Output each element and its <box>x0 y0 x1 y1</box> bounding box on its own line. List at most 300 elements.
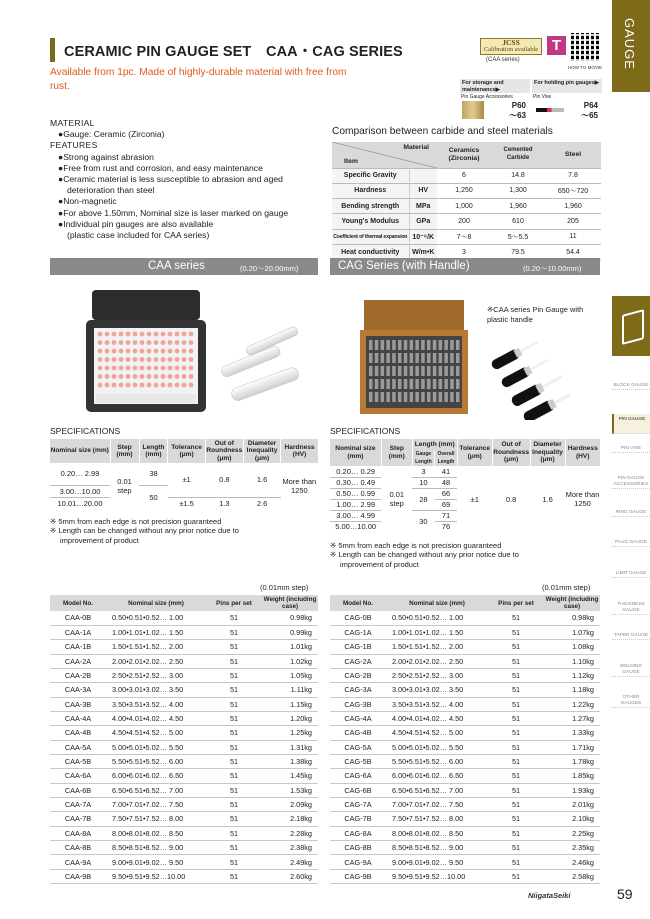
model-row <box>330 740 600 754</box>
spec-gauge: 3 <box>412 466 435 477</box>
intro-text: Available from 1pc. Made of highly-durable material with free from rust. <box>50 67 347 92</box>
spec-inequality: 1.6 <box>542 494 553 504</box>
spec-tolerance: ±1.5 <box>179 498 194 508</box>
cag-section-title: CAG Series (with Handle) <box>338 260 470 272</box>
model-weight: 1.11kg <box>262 683 318 697</box>
model-size: 6.50•6.51•6.52… 7.00 <box>106 783 206 797</box>
feature-item: ●Ceramic material is less susceptible to abrasion and aged <box>58 174 283 185</box>
model-no: CAG-7B <box>330 812 386 826</box>
model-row <box>50 683 318 697</box>
model-row <box>50 640 318 654</box>
model-row <box>50 740 318 754</box>
comparison-ceramics: 1,000 <box>437 199 491 214</box>
model-row <box>330 754 600 768</box>
model-size: 7.00•7.01•7.02… 7.50 <box>386 797 488 811</box>
model-size: 3.50•3.51•3.52… 4.00 <box>106 697 206 711</box>
caa-model-table <box>50 595 318 884</box>
model-size: 9.50•9.51•9.52…10.00 <box>386 869 488 883</box>
model-weight: 2.25kg <box>544 826 600 840</box>
holding-link[interactable] <box>532 79 602 121</box>
side-tab-gauge[interactable] <box>612 0 650 92</box>
model-row <box>50 611 318 625</box>
model-no: CAA-0B <box>50 611 106 625</box>
sidenav-plug-gauge[interactable]: PLUG GAUGE <box>612 540 650 547</box>
model-weight: 1.02kg <box>262 654 318 668</box>
storage-sub: Pin Gauge Accessories <box>461 94 513 100</box>
holding-page-start: P64 <box>583 101 598 110</box>
model-no: CAG-9A <box>330 855 386 869</box>
spec-roundness: 0.8 <box>205 463 243 497</box>
sidenav-block-gauge[interactable]: BLOCK GAUGE <box>613 383 649 388</box>
model-no: CAA-9B <box>50 869 106 883</box>
model-no: CAG-4B <box>330 726 386 740</box>
model-pins: 51 <box>206 611 262 625</box>
sidenav-taper-gauge[interactable]: TAPER GAUGE <box>613 633 649 638</box>
spec-overall: 66 <box>435 488 458 499</box>
comparison-unit: GPa <box>409 214 437 229</box>
model-row <box>330 812 600 826</box>
model-weight: 1.45kg <box>262 769 318 783</box>
caa-section-bar <box>50 258 318 275</box>
comparison-table <box>332 142 601 260</box>
jcss-line1: JCSS <box>502 38 520 47</box>
model-pins: 51 <box>206 769 262 783</box>
model-pins: 51 <box>206 797 262 811</box>
model-row <box>50 697 318 711</box>
model-pins: 51 <box>488 783 544 797</box>
model-size: 9.00•9.01•9.02… 9.50 <box>386 855 488 869</box>
comparison-unit: W/m•K <box>409 244 437 259</box>
model-pins: 51 <box>206 754 262 768</box>
model-row <box>330 826 600 840</box>
model-size: 8.00•8.01•8.02… 8.50 <box>106 826 206 840</box>
note: ※ 5mm from each edge is not precision guaranteed <box>330 541 502 550</box>
model-pins: 51 <box>488 726 544 740</box>
storage-head: For storage and maintenance▶ <box>460 79 530 93</box>
comparison-carbide: 610 <box>491 214 545 229</box>
model-size: 7.50•7.51•7.52… 8.00 <box>106 812 206 826</box>
model-row <box>330 654 600 668</box>
header-ceramics-l1: Ceramics <box>448 147 480 155</box>
model-weight: 2.38kg <box>262 841 318 855</box>
spec-h-step: Step (mm) <box>381 439 412 466</box>
model-row <box>50 812 318 826</box>
model-row <box>50 726 318 740</box>
model-weight: 2.46kg <box>544 855 600 869</box>
model-pins: 51 <box>488 611 544 625</box>
model-size: 3.00•3.01•3.02… 3.50 <box>106 683 206 697</box>
header-carbide-l1: Cemented <box>503 147 533 154</box>
model-pins: 51 <box>488 855 544 869</box>
spec-size: 0.30… 0.49 <box>330 477 381 488</box>
model-weight: 1.78kg <box>544 754 600 768</box>
model-size: 2.00•2.01•2.02… 2.50 <box>386 654 488 668</box>
model-row <box>330 841 600 855</box>
spec-h-length: Length (mm) <box>412 439 457 451</box>
model-row <box>50 769 318 783</box>
model-size: 4.00•4.01•4.02… 4.50 <box>386 711 488 725</box>
spec-h-inequality: Diameter Inequality (μm) <box>530 439 565 466</box>
model-weight: 2.10kg <box>544 812 600 826</box>
model-no: CAG-0B <box>330 611 386 625</box>
model-row <box>50 754 318 768</box>
model-row <box>50 625 318 639</box>
model-pins: 51 <box>206 740 262 754</box>
model-no: CAA-8A <box>50 826 106 840</box>
model-row <box>50 797 318 811</box>
storage-page <box>509 101 526 121</box>
cag-model-table <box>330 595 600 884</box>
holding-sub: Pin Vise <box>533 94 552 100</box>
model-weight: 1.20kg <box>262 711 318 725</box>
model-no: CAG-6A <box>330 769 386 783</box>
comparison-corner-header <box>332 142 437 168</box>
model-pins: 51 <box>206 855 262 869</box>
comparison-ceramics: 200 <box>437 214 491 229</box>
model-row <box>330 855 600 869</box>
comparison-carbide: 1,300 <box>491 183 545 198</box>
feature-item: ●Individual pin gauges are also available <box>58 218 214 229</box>
model-pins: 51 <box>206 711 262 725</box>
model-h-pins: Pins per set <box>488 595 544 611</box>
spec-step: 0.01 step <box>117 477 132 495</box>
feature-item: ●Non-magnetic <box>58 196 117 207</box>
caa-notes <box>50 517 320 545</box>
spec-overall: 76 <box>441 522 451 532</box>
model-no: CAG-2B <box>330 668 386 682</box>
model-no: CAA-4B <box>50 726 106 740</box>
model-pins: 51 <box>488 841 544 855</box>
spec-h-overall-length: Overall Length <box>435 451 458 466</box>
model-pins: 51 <box>488 740 544 754</box>
model-weight: 1.10kg <box>544 654 600 668</box>
comparison-item: Young's Modulus <box>332 214 409 229</box>
model-row <box>50 869 318 883</box>
model-size: 6.00•6.01•6.02… 6.50 <box>386 769 488 783</box>
spec-overall: 48 <box>435 477 458 488</box>
model-weight: 2.60kg <box>262 869 318 883</box>
storage-link[interactable] <box>460 79 530 121</box>
model-weight: 1.22kg <box>544 697 600 711</box>
model-size: 1.00•1.01•1.02… 1.50 <box>386 625 488 639</box>
caa-section-range: (0.20～20.00mm) <box>240 264 299 273</box>
model-row <box>50 855 318 869</box>
caa-spec-table <box>50 439 318 509</box>
spec-h-tolerance: Tolerance (μm) <box>168 439 205 463</box>
header-material: Material <box>403 144 429 151</box>
comparison-unit <box>409 168 437 183</box>
storage-page-start: P60 <box>511 101 526 110</box>
model-pins: 51 <box>488 869 544 883</box>
comparison-row <box>332 214 601 229</box>
caa-spec-label: SPECIFICATIONS <box>50 426 121 436</box>
model-size: 7.50•7.51•7.52… 8.00 <box>386 812 488 826</box>
model-no: CAA-1A <box>50 625 106 639</box>
model-pins: 51 <box>206 697 262 711</box>
sidenav-welding-gauge[interactable]: WELDING GAUGE <box>612 664 650 677</box>
features-block <box>50 118 340 241</box>
note: ※ Length can be changed without any prior notice due to <box>330 550 519 560</box>
storage-page-end: ～63 <box>509 111 526 120</box>
model-no: CAA-1B <box>50 640 106 654</box>
holding-page <box>581 101 598 121</box>
model-row <box>330 640 600 654</box>
page-title <box>50 38 403 66</box>
model-no: CAA-3A <box>50 683 106 697</box>
model-no: CAG-1A <box>330 625 386 639</box>
model-size: 4.00•4.01•4.02… 4.50 <box>106 711 206 725</box>
model-size: 8.50•8.51•8.52… 9.00 <box>386 841 488 855</box>
accessory-thumbnail <box>462 101 484 119</box>
feature-item: ●Strong against abrasion <box>58 151 154 162</box>
jcss-badge <box>480 38 542 55</box>
model-pins: 51 <box>206 726 262 740</box>
note: ※ 5mm from each edge is not precision guaranteed <box>50 517 222 526</box>
caa-product-photo <box>80 290 320 420</box>
model-row <box>330 769 600 783</box>
model-no: CAA-7B <box>50 812 106 826</box>
comparison-row <box>332 199 601 214</box>
model-pins: 51 <box>206 826 262 840</box>
model-pins: 51 <box>206 654 262 668</box>
model-row <box>330 783 600 797</box>
model-no: CAG-1B <box>330 640 386 654</box>
model-row <box>330 869 600 883</box>
model-size: 2.50•2.51•2.52… 3.00 <box>386 668 488 682</box>
model-size: 0.50•0.51•0.52… 1.00 <box>106 611 206 625</box>
model-pins: 51 <box>206 812 262 826</box>
model-pins: 51 <box>488 640 544 654</box>
spec-h-hardness: Hardness (HV) <box>565 439 600 466</box>
model-no: CAG-8A <box>330 826 386 840</box>
model-no: CAA-3B <box>50 697 106 711</box>
model-pins: 51 <box>206 841 262 855</box>
model-size: 1.50•1.51•1.52… 2.00 <box>386 640 488 654</box>
spec-size: 5.00…10.00 <box>335 522 377 532</box>
model-size: 2.00•2.01•2.02… 2.50 <box>106 654 206 668</box>
comparison-carbide: 5～5.5 <box>491 229 545 244</box>
jcss-line2: Calibration available <box>483 46 539 53</box>
model-weight: 1.15kg <box>262 697 318 711</box>
model-no: CAG-4A <box>330 711 386 725</box>
model-row <box>330 668 600 682</box>
spec-length: 50 <box>149 492 158 502</box>
model-pins: 51 <box>206 640 262 654</box>
model-pins: 51 <box>206 668 262 682</box>
model-weight: 0.98kg <box>544 611 600 625</box>
model-pins: 51 <box>488 711 544 725</box>
spec-length: 38 <box>139 463 168 485</box>
holding-head: For holding pin gauges▶ <box>532 79 602 93</box>
spec-size: 0.50… 0.99 <box>330 488 381 499</box>
comparison-carbide: 79.5 <box>491 244 545 259</box>
model-size: 8.00•8.01•8.02… 8.50 <box>386 826 488 840</box>
cag-notes <box>330 541 600 569</box>
comparison-item: Heat conductivity <box>332 244 409 259</box>
spec-h-roundness: Out of Roundness (μm) <box>206 439 243 462</box>
sidenav-thickness-gauge[interactable]: THICKNESS GAUGE <box>612 602 650 615</box>
model-no: CAG-5A <box>330 740 386 754</box>
model-pins: 51 <box>206 625 262 639</box>
sidenav-limit-gauge[interactable]: LIMIT GAUGE <box>612 571 650 578</box>
feature-item-cont: (plastic case included for CAA series) <box>67 230 210 241</box>
model-no: CAA-7A <box>50 797 106 811</box>
comparison-item: Coefficient of thermal expansion <box>332 229 409 244</box>
feature-item: ●Free from rust and corrosion, and easy maintenance <box>58 162 263 173</box>
model-size: 3.00•3.01•3.02… 3.50 <box>386 683 488 697</box>
model-size: 1.00•1.01•1.02… 1.50 <box>106 625 206 639</box>
model-weight: 1.31kg <box>262 740 318 754</box>
model-weight: 1.38kg <box>262 754 318 768</box>
page-number: 59 <box>617 886 633 902</box>
model-pins: 51 <box>206 869 262 883</box>
feature-item: ●For above 1.50mm, Nominal size is laser marked on gauge <box>58 207 289 218</box>
model-no: CAA-5B <box>50 754 106 768</box>
model-h-weight: Weight (including case) <box>545 596 599 610</box>
comparison-ceramics: 3 <box>437 244 491 259</box>
model-no: CAA-5A <box>50 740 106 754</box>
spec-overall: 41 <box>435 466 458 477</box>
model-h-size: Nominal size (mm) <box>106 595 206 611</box>
header-item: Item <box>344 158 358 165</box>
spec-size: 0.20… 0.29 <box>330 466 381 477</box>
model-no: CAG-9B <box>330 869 386 883</box>
comparison-unit: MPa <box>409 199 437 214</box>
model-size: 4.50•4.51•4.52… 5.00 <box>386 726 488 740</box>
sidenav-ring-gauge[interactable]: RING GAUGE <box>612 510 650 517</box>
model-row <box>330 797 600 811</box>
comparison-ceramics: 1,250 <box>437 183 491 198</box>
model-no: CAA-9A <box>50 855 106 869</box>
spec-size: 3.00…10.00 <box>50 485 110 497</box>
model-pins: 51 <box>488 654 544 668</box>
comparison-steel: 7.8 <box>545 168 601 183</box>
comparison-ceramics: 7～8 <box>437 229 491 244</box>
model-h-weight: Weight (including case) <box>263 596 317 610</box>
model-pins: 51 <box>488 826 544 840</box>
material-label: MATERIAL <box>50 118 95 128</box>
model-size: 5.50•5.51•5.52… 6.00 <box>386 754 488 768</box>
model-no: CAG-7A <box>330 797 386 811</box>
comparison-carbide: 1,960 <box>491 199 545 214</box>
model-size: 3.50•3.51•3.52… 4.00 <box>386 697 488 711</box>
comparison-ceramics: 6 <box>437 168 491 183</box>
model-pins: 51 <box>488 697 544 711</box>
model-weight: 2.49kg <box>262 855 318 869</box>
spec-overall: 69 <box>435 499 458 510</box>
model-pins: 51 <box>488 812 544 826</box>
model-weight: 1.27kg <box>544 711 600 725</box>
model-size: 9.50•9.51•9.52…10.00 <box>106 869 206 883</box>
model-no: CAA-8B <box>50 841 106 855</box>
model-weight: 1.25kg <box>262 726 318 740</box>
model-pins: 51 <box>488 683 544 697</box>
model-weight: 2.09kg <box>262 797 318 811</box>
model-weight: 2.28kg <box>262 826 318 840</box>
cag-step-label: (0.01mm step) <box>542 583 591 592</box>
comparison-unit: HV <box>409 183 437 198</box>
model-no: CAG-2A <box>330 654 386 668</box>
model-h-no: Model No. <box>330 595 386 611</box>
spec-roundness: 0.8 <box>505 494 517 504</box>
brand-logo: NiigataSeiki <box>528 891 571 900</box>
model-pins: 51 <box>488 668 544 682</box>
model-weight: 1.07kg <box>544 625 600 639</box>
header-ceramics-l2: (Zirconia) <box>448 154 480 162</box>
model-row <box>50 826 318 840</box>
model-row <box>50 783 318 797</box>
model-h-pins: Pins per set <box>206 595 262 611</box>
header-ceramics <box>437 142 491 168</box>
cag-spec-table <box>330 439 600 532</box>
spec-tolerance: ±1 <box>470 494 479 504</box>
comparison-steel: 1,960 <box>545 199 601 214</box>
spec-h-gauge-length: Gauge Length <box>412 451 435 466</box>
jcss-sub: (CAA series) <box>486 57 520 63</box>
comparison-unit: 10⁻⁶/K <box>409 229 437 244</box>
model-size: 5.50•5.51•5.52… 6.00 <box>106 754 206 768</box>
model-weight: 1.93kg <box>544 783 600 797</box>
model-weight: 1.08kg <box>544 640 600 654</box>
comparison-steel: 54.4 <box>545 244 601 259</box>
cag-spec-label: SPECIFICATIONS <box>330 426 401 436</box>
model-size: 6.50•6.51•6.52… 7.00 <box>386 783 488 797</box>
spec-inequality: 1.6 <box>243 463 280 497</box>
model-row <box>330 683 600 697</box>
spec-h-step: Step (mm) <box>110 439 139 463</box>
title-text: CERAMIC PIN GAUGE SET CAA・CAG SERIES <box>64 44 403 60</box>
qr-code-icon[interactable] <box>571 33 599 61</box>
spec-size: 1.00… 2.99 <box>330 499 381 510</box>
spec-h-size: Nominal size (mm) <box>50 439 110 463</box>
header-carbide <box>491 142 545 168</box>
spec-inequality: 2.6 <box>256 498 268 508</box>
sidenav-pin-vise[interactable]: PIN VISE <box>612 446 650 453</box>
model-pins: 51 <box>488 769 544 783</box>
model-pins: 51 <box>488 754 544 768</box>
model-size: 6.00•6.01•6.02… 6.50 <box>106 769 206 783</box>
model-size: 8.50•8.51•8.52… 9.00 <box>106 841 206 855</box>
side-tab-label: GAUGE <box>622 18 637 70</box>
spec-h-inequality: Diameter Inequality (μm) <box>243 439 280 463</box>
spec-h-roundness: Out of Roundness (μm) <box>492 439 530 466</box>
holding-page-end: ～65 <box>581 111 598 120</box>
pin-gauge-icon <box>612 296 650 356</box>
spec-size: 0.20… 2.99 <box>50 463 110 485</box>
model-no: CAG-6B <box>330 783 386 797</box>
note: ※ Length can be changed without any prior notice due to <box>50 526 239 536</box>
comparison-item: Hardness <box>332 183 409 198</box>
model-weight: 1.01kg <box>262 640 318 654</box>
model-size: 5.00•5.01•5.02… 5.50 <box>386 740 488 754</box>
model-no: CAA-2A <box>50 654 106 668</box>
model-weight: 1.53kg <box>262 783 318 797</box>
sidenav-pin-gauge-accessories[interactable]: PIN GAUGE ACCESSORIES <box>613 476 649 487</box>
model-weight: 2.18kg <box>262 812 318 826</box>
model-row <box>330 711 600 725</box>
model-no: CAG-3A <box>330 683 386 697</box>
model-row <box>50 654 318 668</box>
model-pins: 51 <box>206 683 262 697</box>
spec-h-tolerance: Tolerance (μm) <box>457 439 492 466</box>
sidenav-pin-gauge[interactable]: PIN GAUGE <box>612 414 650 434</box>
cag-section-range: (0.20～10.00mm) <box>523 264 582 273</box>
model-row <box>50 668 318 682</box>
note: improvement of product <box>340 559 419 569</box>
model-no: CAA-6B <box>50 783 106 797</box>
sidenav-other-gauges[interactable]: OTHER GAUGES <box>612 695 650 708</box>
model-weight: 0.99kg <box>262 625 318 639</box>
